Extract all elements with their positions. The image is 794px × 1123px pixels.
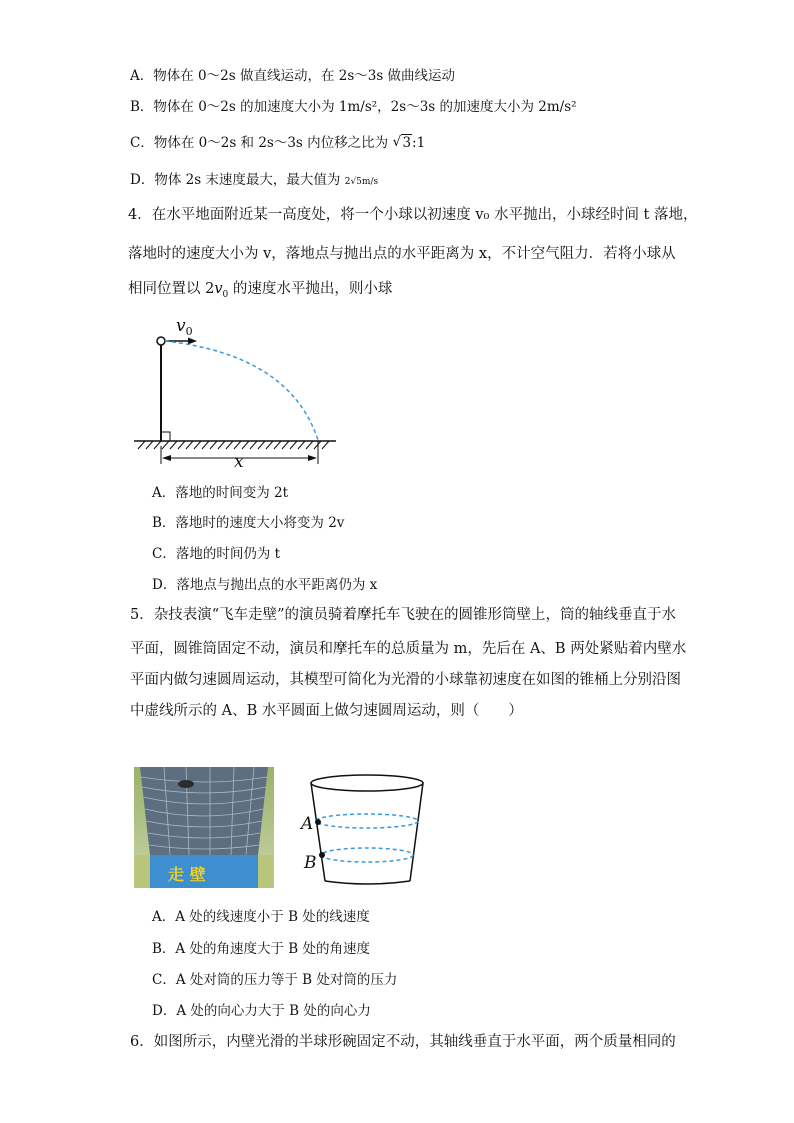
q3-option-d <box>130 170 378 192</box>
sign-text: 走 壁 <box>168 865 206 884</box>
q5-option-b <box>152 939 370 959</box>
q3-option-a <box>130 66 455 86</box>
point-a <box>315 819 321 825</box>
option-label: D． <box>152 1003 177 1019</box>
q4-option-b <box>152 513 344 533</box>
bucket-bottom <box>325 881 410 884</box>
q5-option-d <box>152 1001 371 1021</box>
option-text: 落地点与抛出点的水平距离仍为 x <box>176 577 378 593</box>
option-text: A 处对筒的压力等于 B 处对筒的压力 <box>175 972 398 988</box>
ball-icon <box>157 337 165 345</box>
label-b: B <box>304 853 317 873</box>
radicand: 3 <box>402 135 412 151</box>
option-text: A 处的向心力大于 B 处的向心力 <box>176 1003 371 1019</box>
q4-option-d <box>152 575 377 595</box>
arrow-right-icon <box>308 455 317 461</box>
max-speed-value: 2√5m/s <box>344 177 379 187</box>
velocity-subscript: 0 <box>222 289 229 300</box>
label-a: A <box>301 814 314 834</box>
sqrt-symbol <box>392 133 412 153</box>
option-label: C． <box>152 972 176 988</box>
option-text: A 处的角速度大于 B 处的角速度 <box>175 941 370 957</box>
stem-text: 的速度水平抛出，则小球 <box>228 281 393 297</box>
bucket-rim <box>311 775 423 791</box>
point-b <box>319 852 325 858</box>
q3-option-b <box>130 97 577 117</box>
velocity-symbol: v <box>214 281 223 297</box>
q4-stem-line3 <box>128 279 392 305</box>
q5-stem-line3: 平面内做匀速圆周运动，其模型可简化为光滑的小球靠初速度在如图的锥桶上分别沿图 <box>130 672 681 688</box>
q4-stem-line2: 落地时的速度大小为 v，落地点与抛出点的水平距离为 x，不计空气阻力．若将小球从 <box>128 246 676 262</box>
option-text: 落地的时间仍为 t <box>175 546 281 562</box>
trajectory-path <box>165 341 318 440</box>
option-text: A 处的线速度小于 B 处的线速度 <box>175 909 370 925</box>
option-label: A． <box>152 909 176 925</box>
q5-stem-line2: 平面，圆锥筒固定不动，演员和摩托车的总质量为 m，先后在 A、B 两处紧贴着内壁水 <box>130 641 687 657</box>
q4-option-c <box>152 544 280 564</box>
option-text: 物体在 0～2s 做直线运动，在 2s～3s 做曲线运动 <box>153 68 456 84</box>
option-label: B． <box>130 99 154 115</box>
option-text: 落地的时间变为 2t <box>175 485 289 501</box>
option-text: 物体在 0～2s 和 2s～3s 内位移之比为 <box>153 135 393 151</box>
option-label: A． <box>152 485 176 501</box>
option-label: B． <box>152 941 176 957</box>
option-label: C． <box>152 546 176 562</box>
q5-option-c <box>152 970 397 990</box>
x-label: x <box>234 452 244 472</box>
q4-stem-line1: 4．在水平地面附近某一高度处，将一个小球以初速度 v₀ 水平抛出，小球经时间 t 落地， <box>128 207 698 223</box>
ground-hatching <box>138 441 329 449</box>
cone-bucket-figure <box>298 762 428 892</box>
q3-option-c <box>130 133 425 153</box>
q5-stem-line4: 中虚线所示的 A、B 水平圆面上做匀速圆周运动，则（ ） <box>130 703 523 719</box>
option-text: 落地时的速度大小将变为 2v <box>175 515 345 531</box>
circle-a-path <box>316 814 418 828</box>
q6-stem-line1: 6．如图所示，内壁光滑的半球形碗固定不动，其轴线垂直于水平面，两个质量相同的 <box>130 1034 676 1050</box>
wall-of-death-photo <box>134 767 274 888</box>
q5-option-a <box>152 907 370 927</box>
q5-stem-line1: 5．杂技表演“飞车走壁”的演员骑着摩托车飞驶在的圆锥形筒壁上，筒的轴线垂直于水 <box>130 607 677 623</box>
option-text-tail: :1 <box>412 135 426 151</box>
right-angle-marker <box>161 432 170 441</box>
option-label: A． <box>130 68 154 84</box>
option-label: B． <box>152 515 176 531</box>
arrow-left-icon <box>162 455 171 461</box>
q4-option-a <box>152 483 288 503</box>
motorcycle-icon <box>178 780 194 788</box>
option-label: D． <box>152 577 177 593</box>
option-label: C． <box>130 135 154 151</box>
option-text: 物体 2s 末速度最大，最大值为 <box>154 172 345 188</box>
v0-label: $v_0$ <box>176 316 193 338</box>
circle-b-path <box>321 848 413 862</box>
stem-text: 相同位置以 2 <box>128 281 215 297</box>
arrow-head-icon <box>188 338 197 345</box>
option-text: 物体在 0～2s 的加速度大小为 1m/s²，2s～3s 的加速度大小为 2m/s² <box>153 99 577 115</box>
option-label: D． <box>130 172 155 188</box>
